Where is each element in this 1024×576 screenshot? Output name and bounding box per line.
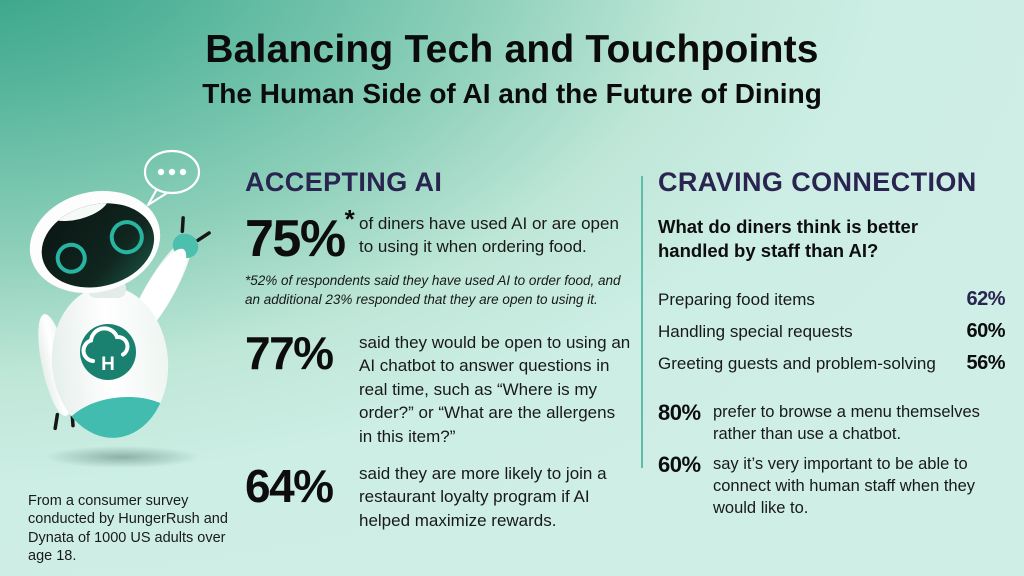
row-label-preparing-food: Preparing food items [658, 290, 815, 309]
speech-bubble-icon [145, 151, 199, 205]
logo-letter-h: H [101, 354, 115, 375]
page-title: Balancing Tech and Touchpoints [205, 28, 819, 71]
stat-80-value: 80% [658, 400, 701, 425]
stat-64-value: 64% [245, 460, 333, 512]
robot-mascot-illustration [0, 140, 240, 470]
stat-60-text: say it’s very important to be able to connect with human staff when they would like to. [713, 455, 976, 517]
table-row [658, 352, 1005, 375]
stat-77-text: said they would be open to using an AI chatbot to answer questions in real time, such as “Where is my order?” or “What are the allergens in this item?” [359, 333, 631, 446]
row-value-preparing-food: 62% [966, 288, 1005, 310]
row-value-special-requests: 60% [966, 320, 1005, 342]
table-row [658, 320, 1005, 343]
accepting-ai-heading: ACCEPTING AI [245, 167, 443, 197]
craving-connection-heading: CRAVING CONNECTION [658, 167, 977, 197]
stat-75-value [245, 204, 355, 268]
column-divider [641, 176, 643, 468]
row-label-greeting-guests: Greeting guests and problem-solving [658, 354, 936, 373]
stat-77-value: 77% [245, 327, 333, 379]
stat-60-value: 60% [658, 452, 701, 477]
row-value-greeting-guests: 56% [966, 352, 1005, 374]
mascot-shadow [44, 446, 200, 468]
stat-75-asterisk: * [344, 204, 355, 234]
page-subtitle: The Human Side of AI and the Future of Dining [202, 78, 822, 109]
speech-bubble-ellipsis-dots [158, 169, 186, 175]
table-row [658, 288, 1005, 311]
stat-64-text: said they are more likely to join a restaurant loyalty program if AI helped maximize rewards. [359, 464, 607, 530]
source-note: From a consumer survey conducted by HungerRush and Dynata of 1000 US adults over age 18. [28, 492, 228, 565]
stat-75-number: 75% [245, 210, 345, 268]
footnote-text: *52% of respondents said they have used AI to order food, and an additional 23% responded that they are open to using it. [245, 273, 621, 307]
stat-80-text: prefer to browse a menu themselves rather than use a chatbot. [713, 403, 980, 443]
robot-mascot [0, 140, 240, 470]
row-label-special-requests: Handling special requests [658, 322, 853, 341]
craving-connection-question: What do diners think is better handled by staff than AI? [658, 216, 919, 262]
hungerrush-logo-badge [80, 324, 136, 380]
stat-75-text: of diners have used AI or are open to using it when ordering food. [359, 214, 619, 257]
